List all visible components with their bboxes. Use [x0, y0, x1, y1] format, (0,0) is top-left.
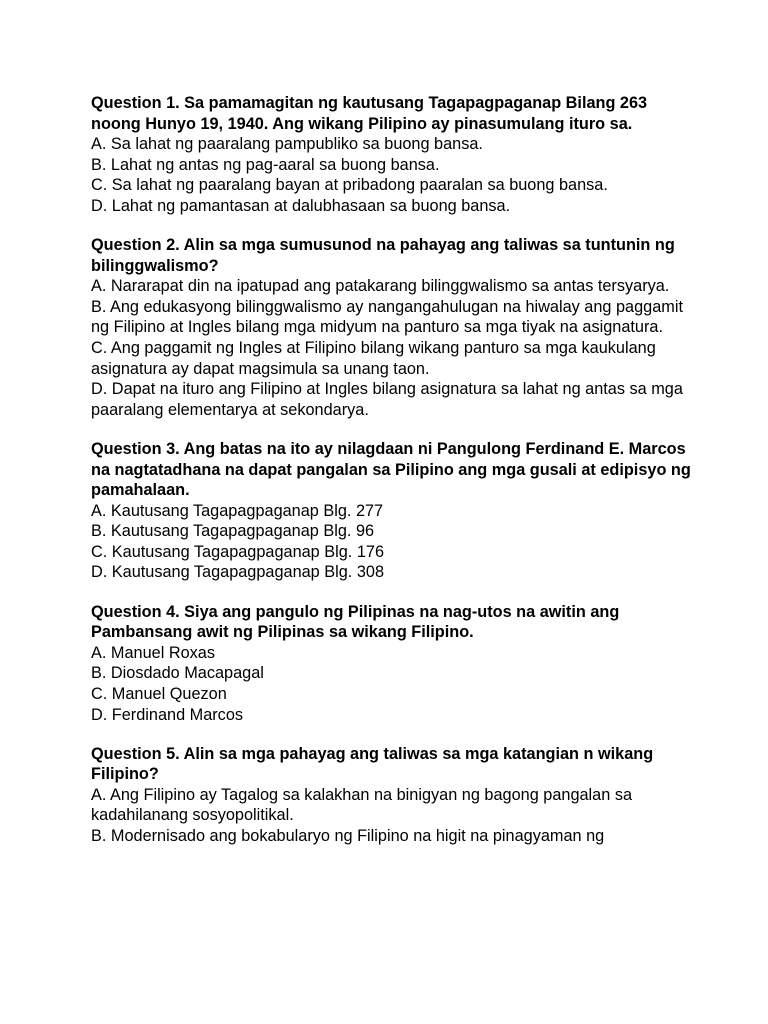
answer-option: C. Sa lahat ng paaralang bayan at pribadong paaralan sa buong bansa. — [91, 176, 608, 195]
answer-option: D. Dapat na ituro ang Filipino at Ingles bilang asignatura sa lahat ng antas sa mga paaralang elementarya at sekondarya. — [91, 380, 683, 419]
answer-option: B. Lahat ng antas ng pag-aaral sa buong bansa. — [91, 155, 440, 174]
answer-option: B. Diosdado Macapagal — [91, 664, 264, 683]
answer-option: A. Kautusang Tagapagpaganap Blg. 277 — [91, 501, 384, 520]
answer-option: B. Ang edukasyong bilinggwalismo ay nangangahulugan na hiwalay ang paggamit ng Filipino at Ingles bilang mga midyum na panturo sa mga tiyak na asignatura. — [91, 297, 683, 337]
answer-option: A. Ang Filipino ay Tagalog sa kalakhan na binigyan ng bagong pangalan sa kadahilanang sosyopolitikal. — [91, 785, 633, 825]
question-4 — [91, 602, 691, 726]
question-2 — [91, 235, 691, 420]
answer-option: C. Kautusang Tagapagpaganap Blg. 176 — [91, 542, 385, 561]
question-title: Question 1. Sa pamamagitan ng kautusang Tagapagpaganap Bilang 263 noong Hunyo 19, 1940. Ang wikang Pilipino ay pinasumulang ituro sa. — [91, 94, 648, 133]
answer-option: A. Sa lahat ng paaralang pampubliko sa buong bansa. — [91, 135, 483, 154]
question-title: Question 2. Alin sa mga sumusunod na pahayag ang taliwas sa tuntunin ng bilinggwalismo? — [91, 236, 675, 275]
answer-option: C. Manuel Quezon — [91, 684, 227, 703]
answer-option: D. Kautusang Tagapagpaganap Blg. 308 — [91, 563, 385, 582]
document-page — [91, 93, 691, 865]
answer-option: D. Ferdinand Marcos — [91, 705, 244, 724]
answer-option: A. Nararapat din na ipatupad ang patakarang bilinggwalismo sa antas tersyarya. — [91, 277, 670, 296]
answer-option: B. Modernisado ang bokabularyo ng Filipino na higit na pinagyaman ng — [91, 827, 605, 845]
answer-option: B. Kautusang Tagapagpaganap Blg. 96 — [91, 522, 375, 541]
question-title: Question 5. Alin sa mga pahayag ang taliwas sa mga katangian n wikang Filipino? — [91, 744, 654, 784]
question-title: Question 4. Siya ang pangulo ng Pilipinas na nag-utos na awitin ang Pambansang awit ng Pilipinas sa wikang Filipino. — [91, 602, 620, 642]
question-5 — [91, 744, 691, 847]
answer-option: D. Lahat ng pamantasan at dalubhasaan sa buong bansa. — [91, 196, 511, 215]
question-1 — [91, 93, 691, 217]
question-title: Question 3. Ang batas na ito ay nilagdaan ni Pangulong Ferdinand E. Marcos na nagtatadhana na dapat pangalan sa Pilipino ang mga gusali at edipisyo ng pamahalaan. — [91, 439, 691, 500]
answer-option: C. Ang paggamit ng Ingles at Filipino bilang wikang panturo sa mga kaukulang asignatura ay dapat magsimula sa unang taon. — [91, 339, 656, 378]
question-3 — [91, 439, 691, 583]
answer-option: A. Manuel Roxas — [91, 643, 215, 662]
